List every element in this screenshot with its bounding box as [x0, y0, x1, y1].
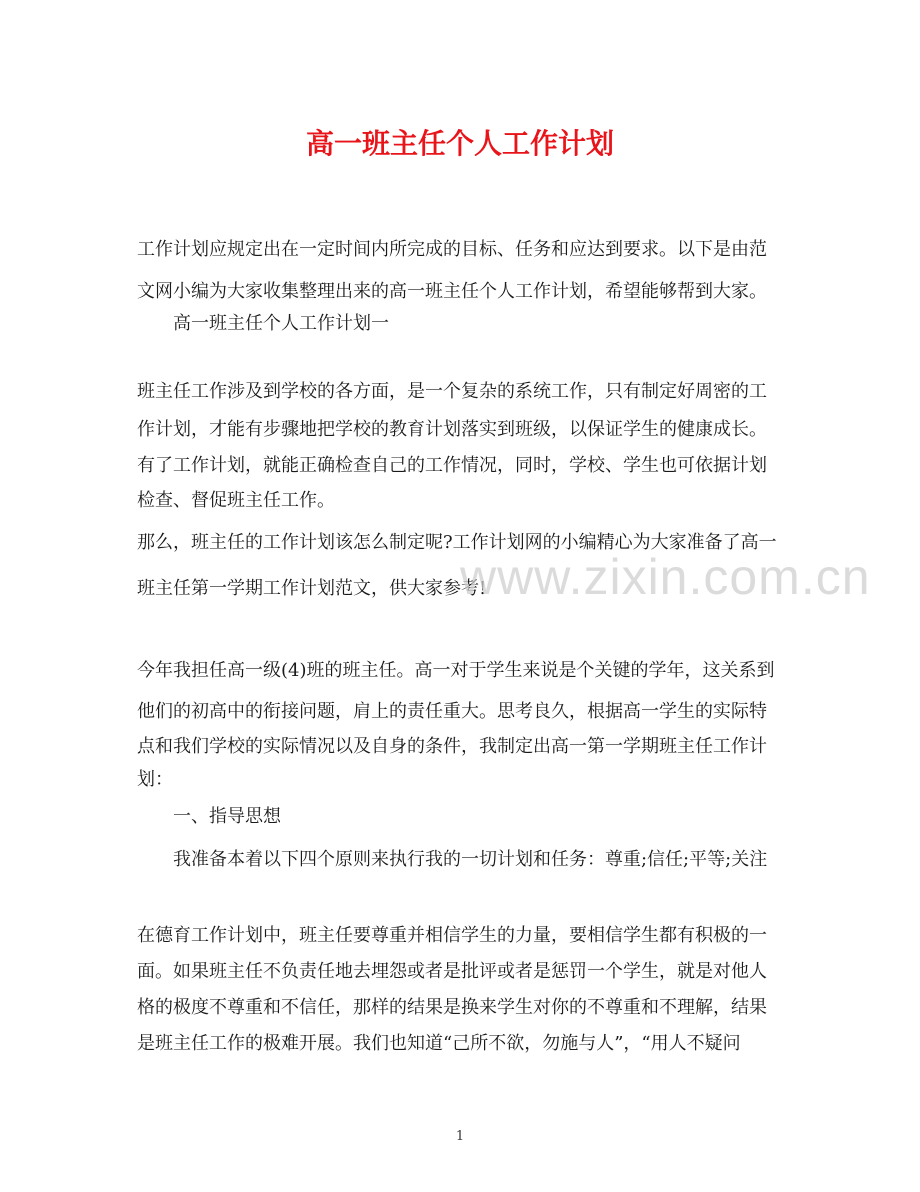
- paragraph-line: 作计划，才能有步骤地把学校的教育计划落实到班级，以保证学生的健康成长。: [137, 419, 767, 440]
- paragraph-line: 格的极度不尊重和不信任，那样的结果是换来学生对你的不尊重和不理解，结果: [137, 997, 767, 1018]
- paragraph-line: 那么，班主任的工作计划该怎么制定呢?工作计划网的小编精心为大家准备了高一: [137, 532, 777, 553]
- paragraph-line: 在德育工作计划中，班主任要尊重并相信学生的力量，要相信学生都有积极的一: [137, 925, 767, 946]
- paragraph-line: 有了工作计划，就能正确检查自己的工作情况，同时，学校、学生也可依据计划: [137, 455, 767, 476]
- paragraph-line: 检查、督促班主任工作。: [137, 490, 335, 511]
- paragraph-line: 他们的初高中的衔接问题，肩上的责任重大。思考良久，根据高一学生的实际特: [137, 701, 767, 722]
- paragraph-line: 班主任工作涉及到学校的各方面，是一个复杂的系统工作，只有制定好周密的工: [137, 381, 767, 402]
- paragraph-line: 文网小编为大家收集整理出来的高一班主任个人工作计划，希望能够帮到大家。: [137, 281, 767, 302]
- paragraph-line: 我准备本着以下四个原则来执行我的一切计划和任务：尊重;信任;平等;关注: [173, 849, 768, 870]
- section-heading: 一、指导思想: [173, 806, 281, 827]
- paragraph-line: 工作计划应规定出在一定时间内所完成的目标、任务和应达到要求。以下是由范: [137, 239, 767, 260]
- paragraph-line: 面。如果班主任不负责任地去埋怨或者是批评或者是惩罚一个学生，就是对他人: [137, 961, 767, 982]
- paragraph-line: 班主任第一学期工作计划范文，供大家参考!: [137, 578, 487, 599]
- paragraph-line: 划：: [137, 769, 173, 790]
- paragraph-line: 点和我们学校的实际情况以及自身的条件，我制定出高一第一学期班主任工作计: [137, 736, 767, 757]
- watermark: www.zixin.com.cn: [460, 549, 871, 605]
- paragraph-line: 今年我担任高一级(4)班的班主任。高一对于学生来说是个关键的学年，这关系到: [137, 660, 775, 681]
- document-title: 高一班主任个人工作计划: [305, 127, 614, 160]
- page-number: 1: [455, 1129, 465, 1144]
- paragraph-line: 是班主任工作的极难开展。我们也知道“己所不欲，勿施与人”，“用人不疑问: [137, 1033, 741, 1054]
- section-heading: 高一班主任个人工作计划一: [173, 313, 389, 334]
